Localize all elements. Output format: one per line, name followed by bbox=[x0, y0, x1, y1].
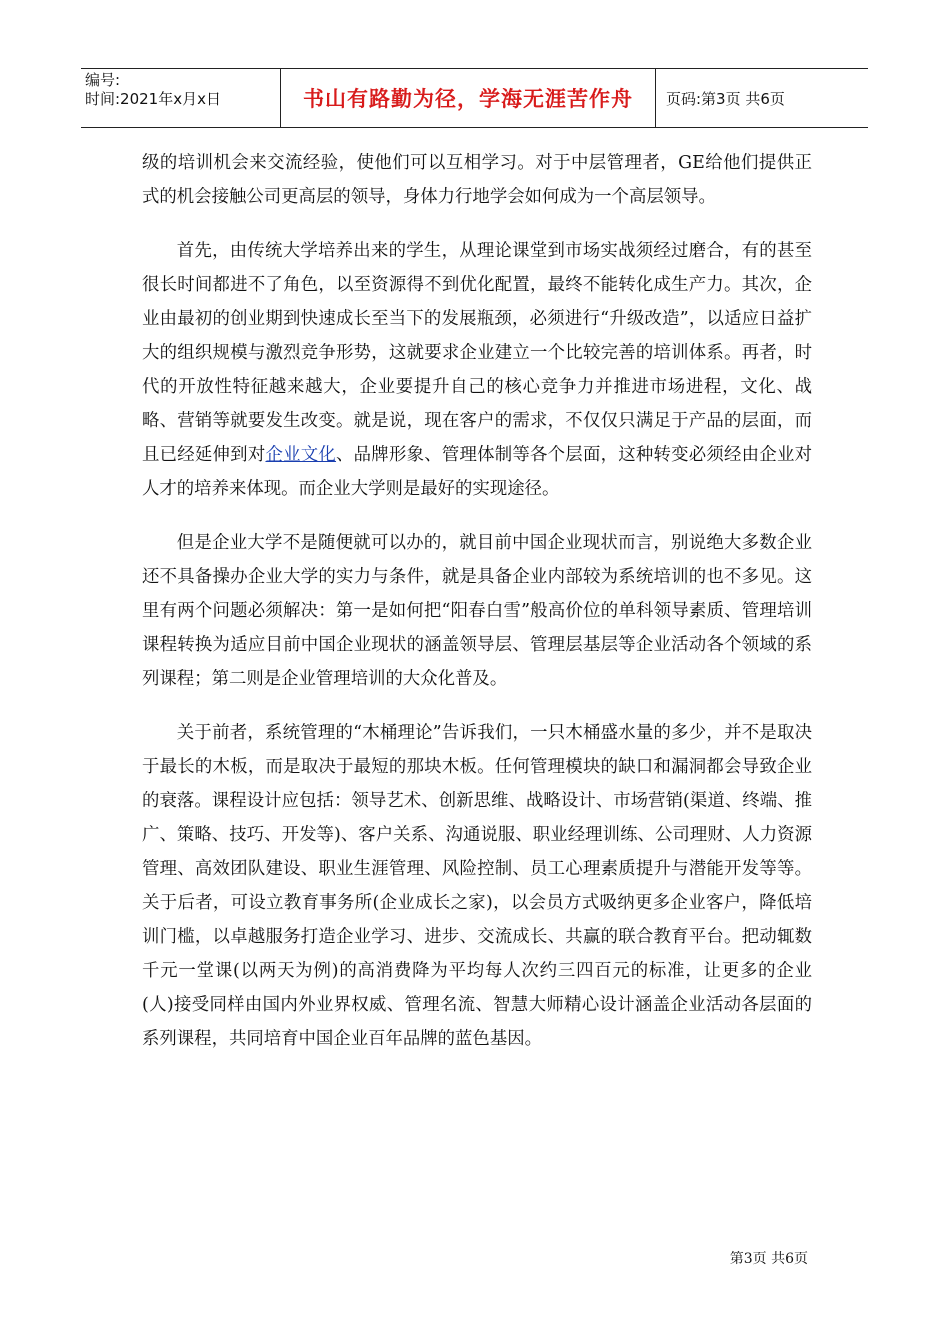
paragraph-4: 关于前者，系统管理的“木桶理论”告诉我们，一只木桶盛水量的多少，并不是取决于最长的木板，而是取决于最短的那块木板。任何管理模块的缺口和漏洞都会导致企业的衰落。课程设计应包括：领导艺术、创新思维、战略设计、市场营销(渠道、终端、推广、策略、技巧、开发等)、客户关系、沟通说服、职业经理训练、公司理财、人力资源管理、高效团队建设、职业生涯管理、风险控制、员工心理素质提升与潜能开发等等。关于后者，可设立教育事务所(企业成长之家)，以会员方式吸纳更多企业客户，降低培训门槛，以卓越服务打造企业学习、进步、交流成长、共赢的联合教育平台。把动辄数千元一堂课(以两天为例)的高消费降为平均每人次约三四百元的标准，让更多的企业(人)接受同样由国内外业界权威、管理名流、智慧大师精心设计涵盖企业活动各层面的系列课程，共同培育中国企业百年品牌的蓝色基因。 bbox=[142, 723, 812, 1049]
paragraph-2-part-b: 、品牌形象、管理体制等各个层面，这种转变必须经由企业对人才的培养来体现。而企业大学则是最好的实现途径。 bbox=[142, 445, 812, 499]
paragraph-1: 级的培训机会来交流经验，使他们可以互相学习。对于中层管理者，GE给他们提供正式的机会接触公司更高层的领导，身体力行地学会如何成为一个高层领导。 bbox=[142, 153, 812, 207]
number-label: 编号: bbox=[85, 71, 121, 89]
paragraph-3: 但是企业大学不是随便就可以办的，就目前中国企业现状而言，别说绝大多数企业还不具备操办企业大学的实力与条件，就是具备企业内部较为系统培训的也不多见。这里有两个问题必须解决：第一是如何把“阳春白雪”般高价位的单科领导素质、管理培训课程转换为适应目前中国企业现状的涵盖领导层、管理层基层等企业活动各个领域的系列课程；第二则是企业管理培训的大众化普及。 bbox=[142, 533, 812, 689]
page-header bbox=[81, 68, 868, 128]
header-motto: 书山有路勤为径，学海无涯苦作舟 bbox=[281, 69, 656, 127]
paragraph-2-part-a: 首先，由传统大学培养出来的学生，从理论课堂到市场实战须经过磨合，有的甚至很长时间都进不了角色，以至资源得不到优化配置，最终不能转化成生产力。其次，企业由最初的创业期到快速成长至当下的发展瓶颈，必须进行“升级改造”，以适应日益扩大的组织规模与激烈竞争形势，这就要求企业建立一个比较完善的培训体系。再者，时代的开放性特征越来越大，企业要提升自己的核心竞争力并推进市场进程，文化、战略、营销等就要发生改变。就是说，现在客户的需求，不仅仅只满足于产品的层面，而且已经延伸到对 bbox=[142, 241, 812, 465]
header-meta bbox=[81, 69, 281, 127]
page-footer: 第3页 共6页 bbox=[729, 1251, 808, 1267]
corporate-culture-link[interactable]: 企业文化 bbox=[265, 445, 337, 465]
time-label: 时间:2021年x月x日 bbox=[85, 90, 221, 108]
header-page-code: 页码:第3页 共6页 bbox=[666, 89, 785, 108]
paragraph-2 bbox=[142, 234, 812, 506]
document-body bbox=[142, 146, 812, 1076]
